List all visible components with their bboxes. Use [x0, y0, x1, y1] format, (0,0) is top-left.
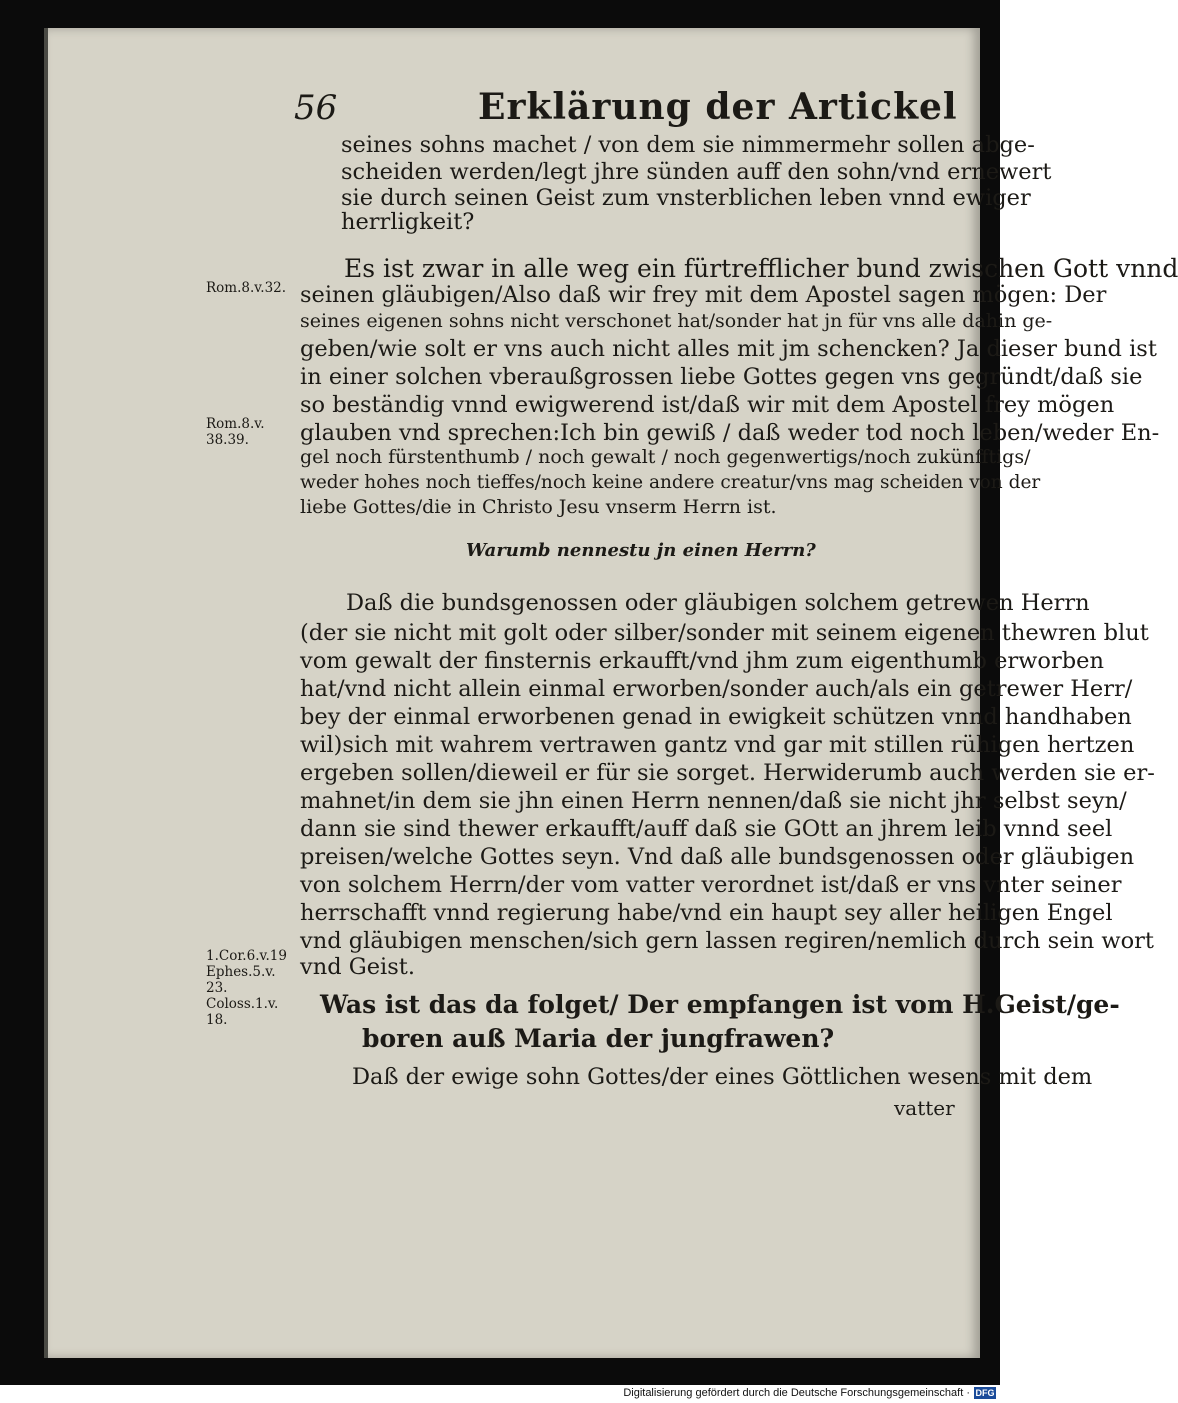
text-line: herrligkeit? [341, 209, 475, 235]
book-page [44, 28, 1178, 1358]
text-line: von solchem Herrn/der vom vatter verordnet ist/daß er vns vnter seiner [300, 872, 1122, 898]
running-head: Erklärung der Artickel [478, 86, 958, 128]
text-line: preisen/welche Gottes seyn. Vnd daß alle bundsgenossen oder gläubigen [300, 844, 1135, 870]
text-line: Daß die bundsgenossen oder gläubigen solchem getrewen Herrn [346, 590, 1090, 616]
text-line: seines sohns machet / von dem sie nimmermehr sollen abge- [341, 132, 1035, 158]
text-line: seinen gläubigen/Also daß wir frey mit dem Apostel sagen mögen: Der [300, 282, 1107, 308]
footer-bar [0, 1385, 1000, 1403]
margin-reference: 1.Cor.6.v.19 Ephes.5.v. 23. Coloss.1.v. 18. [206, 948, 287, 1028]
text-line: hat/vnd nicht allein einmal erworben/sonder auch/als ein getrewer Herr/ [300, 676, 1133, 702]
text-line: Es ist zwar in alle weg ein fürtrefflicher bund zwischen Gott vnnd [344, 254, 1178, 283]
text-line: sie durch seinen Geist zum vnsterblichen leben vnnd ewiger [341, 185, 1031, 211]
text-line: liebe Gottes/die in Christo Jesu vnserm Herrn ist. [300, 496, 777, 518]
margin-reference: Rom.8.v.32. [206, 280, 287, 296]
text-line: wil)sich mit wahrem vertrawen gantz vnd gar mit stillen rühigen hertzen [300, 732, 1135, 758]
text-line: geben/wie solt er vns auch nicht alles mit jm schencken? Ja dieser bund ist [300, 336, 1157, 362]
text-line: gel noch fürstenthumb / noch gewalt / noch gegenwertigs/noch zukünfftigs/ [300, 446, 1031, 468]
text-line: Was ist das da folget/ Der empfangen ist vom H.Geist/ge- [320, 990, 1120, 1019]
text-line: vom gewalt der finsternis erkaufft/vnd jhm zum eigenthumb erworben [300, 648, 1104, 674]
page-number: 56 [294, 88, 338, 128]
text-line: bey der einmal erworbenen genad in ewigkeit schützen vnnd handhaben [300, 704, 1132, 730]
text-line: so beständig vnnd ewigwerend ist/daß wir mit dem Apostel frey mögen [300, 392, 1115, 418]
text-line: boren auß Maria der jungfrawen? [362, 1024, 835, 1053]
text-line: mahnet/in dem sie jhn einen Herrn nennen/daß sie nicht jhr selbst seyn/ [300, 788, 1127, 814]
funding-notice: Digitalisierung gefördert durch die Deutsche Forschungsgemeinschaft · [623, 1387, 970, 1399]
text-line: seines eigenen sohns nicht verschonet hat/sonder hat jn für vns alle dahin ge- [300, 310, 1053, 332]
text-line: scheiden werden/legt jhre sünden auff den sohn/vnd ernewert [341, 159, 1052, 185]
text-line: ergeben sollen/dieweil er für sie sorget. Herwiderumb auch werden sie er- [300, 760, 1155, 786]
text-line: weder hohes noch tieffes/noch keine andere creatur/vns mag scheiden von der [300, 472, 1041, 493]
text-line: vnd gläubigen menschen/sich gern lassen regiren/nemlich durch sein wort [300, 928, 1154, 954]
text-line: in einer solchen vberaußgrossen liebe Gottes gegen vns gegründt/daß sie [300, 364, 1143, 390]
dfg-logo: DFG [975, 1388, 995, 1398]
text-line: dann sie sind thewer erkaufft/auff daß sie GOtt an jhrem leib vnnd seel [300, 816, 1113, 842]
margin-reference: Rom.8.v. 38.39. [206, 416, 265, 448]
text-line: Daß der ewige sohn Gottes/der eines Göttlichen wesens mit dem [352, 1064, 1093, 1090]
question-heading: Warumb nennestu jn einen Herrn? [466, 540, 816, 561]
catchword: vatter [894, 1096, 955, 1120]
text-line: glauben vnd sprechen:Ich bin gewiß / daß weder tod noch leben/weder En- [300, 420, 1160, 446]
text-line: herrschafft vnnd regierung habe/vnd ein haupt sey aller heiligen Engel [300, 900, 1113, 926]
text-line: vnd Geist. [300, 954, 415, 980]
text-line: (der sie nicht mit golt oder silber/sonder mit seinem eigenen thewren blut [300, 620, 1149, 646]
